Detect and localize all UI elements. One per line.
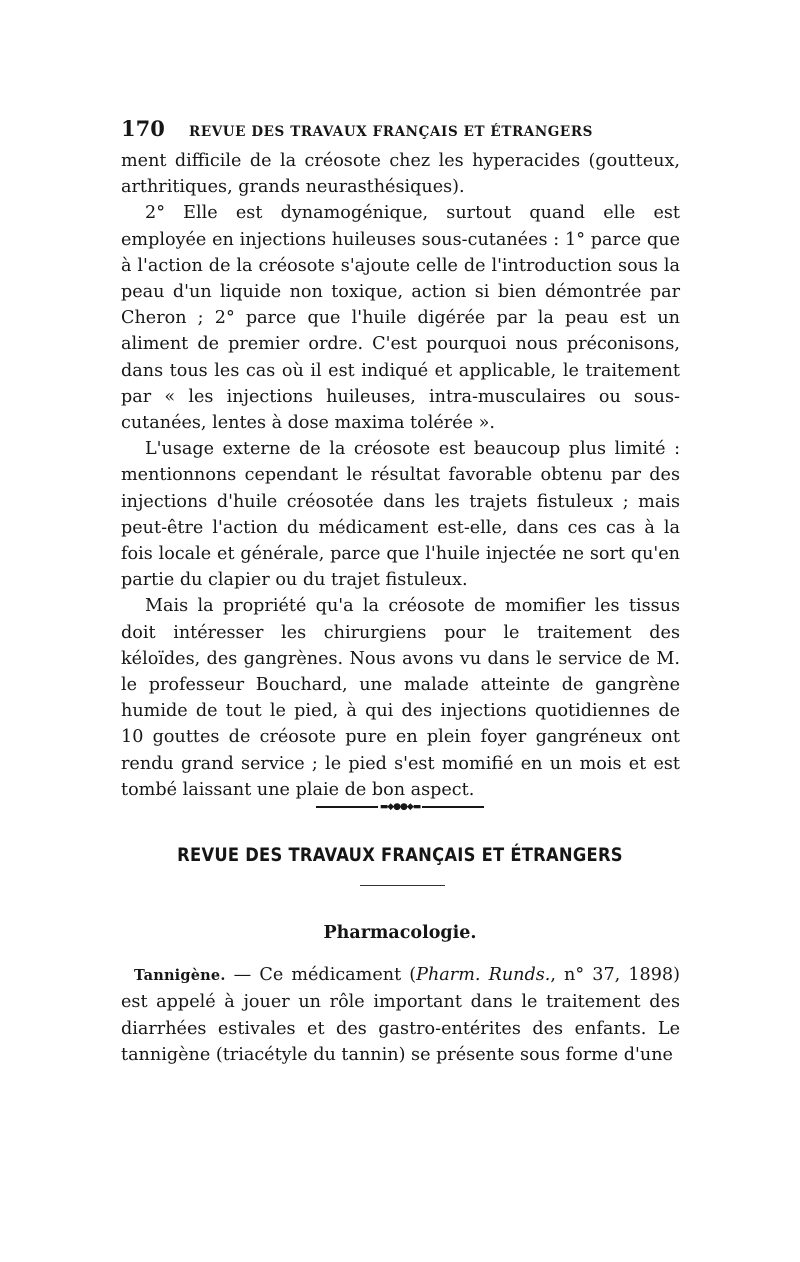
entry-term: Tannigène. [134,967,226,984]
body-text [121,148,680,803]
paragraph-external-use: L'usage externe de la créosote est beaucoup plus limité : mentionnons cependant le résultat favorable obtenu par des injections d'huile créosotée dans les trajets fistuleux ; mais peut-être l'action du médicament est-elle, dans ces cas à la fois locale et générale, parce que l'huile injectée ne sort qu'en partie du clapier ou du trajet fistuleux. [121,439,680,591]
subsection-heading: Pharmacologie. [323,923,477,943]
section-ornament: ▬◆●●◆▬ [316,802,484,812]
paragraph-dynamogenic: 2° Elle est dynamogénique, surtout quand elle est employée en injections huileuses sous-cutanées : 1° parce que à l'action de la créosote s'ajoute celle de l'introduction sous la peau d'un liquide non toxique, action si bien démontrée par Cheron ; 2° parce que l'huile digérée par la peau est un aliment de premier ordre. C'est pourquoi nous préconisons, dans tous les cas où il est indiqué et applicable, le traitement par « les injections huileuses, intra-musculaires ou sous-cutanées, lentes à dose maxima tolérée ». [121,203,680,434]
page-number: 170 [121,116,165,141]
paragraph-momification: Mais la propriété qu'a la créosote de momifier les tissus doit intéresser les chirurgiens pour le traitement des kéloïdes, des gangrènes. Nous avons vu dans le service de M. le professeur Bouchard, une malade atteinte de gangrène humide de tout le pied, à qui des injections quotidiennes de 10 gouttes de créosote pure en plein foyer gangréneux ont rendu grand service ; le pied s'est momifié en un mois et est tombé laissant une plaie de bon aspect. [121,596,680,800]
entry-source: Pharm. Runds. [416,965,551,985]
page-header [121,116,681,142]
entry-citation: , n° 37, 1898) [550,965,680,985]
title-rule [360,885,445,886]
entry-text: est appelé à jouer un rôle important dans le traitement des diarrhées estivales et des gastro-entérites des enfants. Le tannigène (triacétyle du tannin) se présente sous forme d'une [121,992,680,1066]
paragraph-continuation: ment difficile de la créosote chez les hyperacides (goutteux, arthritiques, grands neurasthésiques). [121,151,680,198]
section-title: REVUE DES TRAVAUX FRANÇAIS ET ÉTRANGERS [177,844,623,866]
entry-dash: — Ce médicament ( [225,965,417,985]
running-head: REVUE DES TRAVAUX FRANÇAIS ET ÉTRANGERS [189,124,593,140]
tannigene-entry [121,962,680,1069]
